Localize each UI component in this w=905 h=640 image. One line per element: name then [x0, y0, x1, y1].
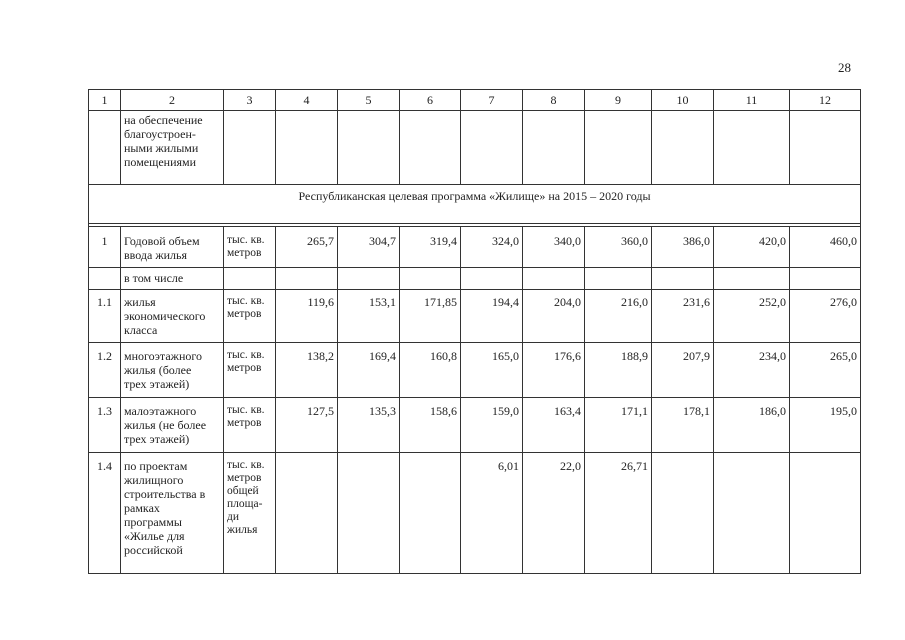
value-cell: 207,9: [652, 343, 714, 398]
value-cell: 176,6: [523, 343, 585, 398]
row-number: 1: [89, 227, 121, 268]
indicator-name: жилья экономического класса: [121, 290, 224, 343]
value-cell: [338, 268, 400, 290]
value-cell: [400, 268, 461, 290]
value-cell: 386,0: [652, 227, 714, 268]
value-cell: 159,0: [461, 398, 523, 453]
value-cell: [276, 268, 338, 290]
unit-of-measure: тыс. кв. метров: [224, 227, 276, 268]
value-cell: 119,6: [276, 290, 338, 343]
value-cell: [461, 268, 523, 290]
value-cell: 360,0: [585, 227, 652, 268]
continuation-row: [89, 111, 861, 185]
value-cell: 186,0: [714, 398, 790, 453]
row-number: [89, 268, 121, 290]
continuation-text: на обеспечение благоустроен- ными жилыми помещениями: [121, 111, 224, 185]
unit-of-measure: [224, 268, 276, 290]
program-title-row: [89, 185, 861, 224]
value-cell: [585, 268, 652, 290]
table-row: [89, 268, 861, 290]
value-cell: 171,85: [400, 290, 461, 343]
row-number: 1.2: [89, 343, 121, 398]
value-cell: 26,71: [585, 453, 652, 574]
column-number: 1: [89, 90, 121, 111]
value-cell: 231,6: [652, 290, 714, 343]
value-cell: [523, 268, 585, 290]
value-cell: [790, 453, 861, 574]
value-cell: 165,0: [461, 343, 523, 398]
unit-of-measure: тыс. кв. метров: [224, 343, 276, 398]
column-number: 3: [224, 90, 276, 111]
indicator-name: многоэтажного жилья (более трех этажей): [121, 343, 224, 398]
page-number: 28: [838, 60, 851, 75]
value-cell: [714, 453, 790, 574]
column-number: 11: [714, 90, 790, 111]
value-cell: [652, 268, 714, 290]
value-cell: 171,1: [585, 398, 652, 453]
value-cell: [790, 268, 861, 290]
value-cell: 340,0: [523, 227, 585, 268]
value-cell: 276,0: [790, 290, 861, 343]
value-cell: 160,8: [400, 343, 461, 398]
value-cell: [276, 453, 338, 574]
value-cell: 135,3: [338, 398, 400, 453]
row-number: 1.3: [89, 398, 121, 453]
value-cell: 216,0: [585, 290, 652, 343]
value-cell: 6,01: [461, 453, 523, 574]
value-cell: 420,0: [714, 227, 790, 268]
value-cell: 163,4: [523, 398, 585, 453]
table-row: [89, 453, 861, 574]
value-cell: 252,0: [714, 290, 790, 343]
value-cell: [714, 268, 790, 290]
value-cell: 319,4: [400, 227, 461, 268]
value-cell: 153,1: [338, 290, 400, 343]
value-cell: 178,1: [652, 398, 714, 453]
unit-of-measure: тыс. кв. метров общей площа- ди жилья: [224, 453, 276, 574]
value-cell: 265,0: [790, 343, 861, 398]
value-cell: 304,7: [338, 227, 400, 268]
indicator-name: в том числе: [121, 268, 224, 290]
value-cell: 324,0: [461, 227, 523, 268]
column-number: 8: [523, 90, 585, 111]
table-row: [89, 343, 861, 398]
value-cell: 158,6: [400, 398, 461, 453]
column-number: 2: [121, 90, 224, 111]
column-number: 10: [652, 90, 714, 111]
value-cell: [652, 453, 714, 574]
indicator-name: малоэтажного жилья (не более трех этажей): [121, 398, 224, 453]
column-number: 6: [400, 90, 461, 111]
column-number: 4: [276, 90, 338, 111]
program-title: Республиканская целевая программа «Жилище» на 2015 – 2020 годы: [89, 185, 861, 224]
value-cell: 22,0: [523, 453, 585, 574]
value-cell: 138,2: [276, 343, 338, 398]
table-row: [89, 227, 861, 268]
table-row: [89, 398, 861, 453]
row-number: 1.1: [89, 290, 121, 343]
value-cell: 169,4: [338, 343, 400, 398]
indicator-name: по проектам жилищного строительства в рамках программы «Жилье для российской: [121, 453, 224, 574]
row-number: 1.4: [89, 453, 121, 574]
indicator-name: Годовой объем ввода жилья: [121, 227, 224, 268]
column-number-row: [89, 90, 861, 111]
unit-of-measure: тыс. кв. метров: [224, 398, 276, 453]
data-table: [88, 89, 861, 574]
value-cell: 127,5: [276, 398, 338, 453]
value-cell: 188,9: [585, 343, 652, 398]
value-cell: 265,7: [276, 227, 338, 268]
column-number: 9: [585, 90, 652, 111]
value-cell: 194,4: [461, 290, 523, 343]
table-row: [89, 290, 861, 343]
value-cell: 460,0: [790, 227, 861, 268]
column-number: 12: [790, 90, 861, 111]
value-cell: 204,0: [523, 290, 585, 343]
value-cell: [338, 453, 400, 574]
column-number: 7: [461, 90, 523, 111]
value-cell: 195,0: [790, 398, 861, 453]
value-cell: 234,0: [714, 343, 790, 398]
unit-of-measure: тыс. кв. метров: [224, 290, 276, 343]
column-number: 5: [338, 90, 400, 111]
value-cell: [400, 453, 461, 574]
